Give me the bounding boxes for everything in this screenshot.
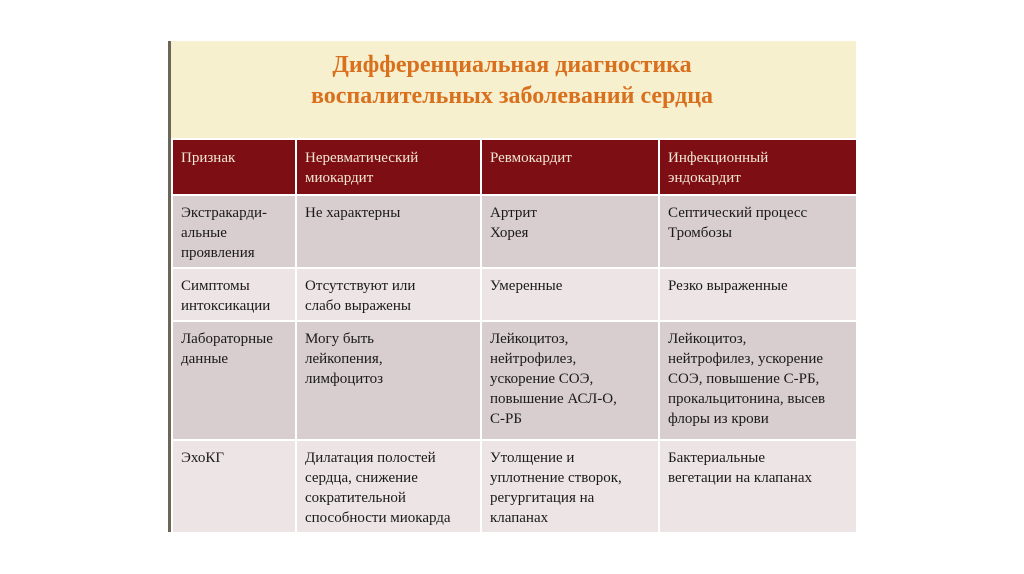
header-cell bbox=[296, 139, 481, 195]
cell-line: нейтрофилез, ускорение bbox=[668, 351, 824, 367]
cell-line: сократительной bbox=[305, 490, 406, 506]
table-row bbox=[172, 440, 857, 533]
cell-line: миокардит bbox=[305, 170, 374, 186]
cell-line: альные bbox=[181, 225, 227, 241]
table-cell bbox=[296, 440, 481, 533]
cell-line: данные bbox=[181, 351, 229, 367]
cell-line: вегетации на клапанах bbox=[668, 470, 813, 486]
cell-line: Артрит bbox=[490, 205, 537, 221]
table-cell bbox=[296, 321, 481, 440]
cell-line: проявления bbox=[181, 245, 255, 261]
table-cell bbox=[659, 195, 857, 268]
table-cell bbox=[296, 268, 481, 321]
cell-line: прокальцитонина, высев bbox=[668, 391, 826, 407]
cell-line: Тромбозы bbox=[668, 225, 732, 241]
cell-line: Экстракарди- bbox=[181, 205, 268, 221]
table-row bbox=[172, 268, 857, 321]
table-cell bbox=[172, 440, 296, 533]
cell-line: сердца, снижение bbox=[305, 470, 418, 486]
cell-line: Лейкоцитоз, bbox=[490, 331, 569, 347]
table-cell bbox=[481, 321, 659, 440]
table-cell bbox=[296, 195, 481, 268]
cell-line: Ревмокардит bbox=[490, 150, 572, 166]
table-cell bbox=[659, 268, 857, 321]
cell-line: регургитация на bbox=[490, 490, 595, 506]
cell-line: Признак bbox=[181, 150, 236, 166]
cell-line: способности миокарда bbox=[305, 510, 451, 526]
cell-line: Лейкоцитоз, bbox=[668, 331, 747, 347]
cell-line: Лабораторные bbox=[181, 331, 273, 347]
cell-line: Бактериальные bbox=[668, 450, 765, 466]
cell-line: Отсутствуют или bbox=[305, 278, 416, 294]
table-cell bbox=[172, 195, 296, 268]
cell-line: флоры из крови bbox=[668, 411, 769, 427]
cell-line: Резко выраженные bbox=[668, 278, 788, 294]
table-row bbox=[172, 321, 857, 440]
table-cell bbox=[481, 440, 659, 533]
cell-line: эндокардит bbox=[668, 170, 741, 186]
title-line-2: воспалительных заболеваний сердца bbox=[310, 83, 714, 109]
cell-line: ЭхоКГ bbox=[181, 450, 225, 466]
cell-line: Не характерны bbox=[305, 205, 401, 221]
cell-line: ускорение СОЭ, bbox=[490, 371, 594, 387]
cell-line: клапанах bbox=[490, 510, 549, 526]
cell-line: Симптомы bbox=[181, 278, 250, 294]
cell-line: повышение АСЛ-О, bbox=[490, 391, 617, 407]
cell-line: Неревматический bbox=[305, 150, 419, 166]
cell-line: Инфекционный bbox=[668, 150, 769, 166]
cell-line: СОЭ, повышение С-РБ, bbox=[668, 371, 820, 387]
table-cell bbox=[481, 195, 659, 268]
diagnosis-table bbox=[171, 138, 858, 534]
cell-line: лейкопения, bbox=[305, 351, 383, 367]
table-cell bbox=[659, 321, 857, 440]
table-row bbox=[172, 195, 857, 268]
table-cell bbox=[172, 268, 296, 321]
slide-title bbox=[168, 50, 856, 112]
cell-line: уплотнение створок, bbox=[490, 470, 622, 486]
table-cell bbox=[659, 440, 857, 533]
cell-line: интоксикации bbox=[181, 298, 271, 314]
header-cell bbox=[172, 139, 296, 195]
cell-line: Дилатация полостей bbox=[305, 450, 436, 466]
header-cell bbox=[659, 139, 857, 195]
table-cell bbox=[172, 321, 296, 440]
cell-line: Могу быть bbox=[305, 331, 374, 347]
cell-line: нейтрофилез, bbox=[490, 351, 577, 367]
cell-line: Умеренные bbox=[490, 278, 563, 294]
header-cell bbox=[481, 139, 659, 195]
cell-line: Хорея bbox=[490, 225, 529, 241]
table-header-row bbox=[172, 139, 857, 195]
table-cell bbox=[481, 268, 659, 321]
cell-line: слабо выражены bbox=[305, 298, 411, 314]
title-line-1: Дифференциальная диагностика bbox=[332, 52, 692, 78]
cell-line: С-РБ bbox=[490, 411, 522, 427]
cell-line: Утолщение и bbox=[490, 450, 575, 466]
cell-line: Септический процесс bbox=[668, 205, 808, 221]
cell-line: лимфоцитоз bbox=[305, 371, 384, 387]
